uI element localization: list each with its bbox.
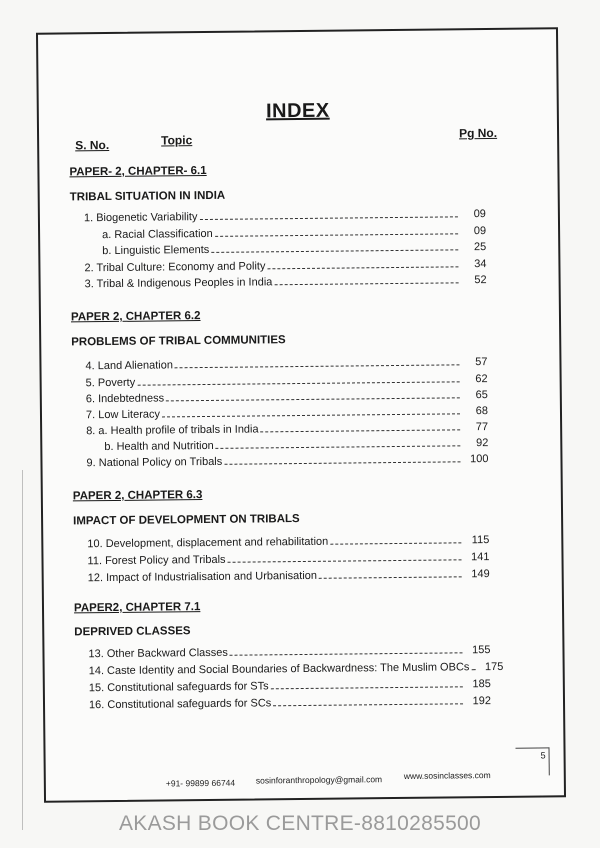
page-title: INDEX (265, 99, 330, 123)
document-page (36, 27, 566, 802)
footer-phone: +91- 99899 66744 (165, 777, 236, 789)
footer-email[interactable]: sosinforanthropology@gmail.com (255, 774, 383, 786)
index-entry[interactable]: 5. Poverty 62 (85, 373, 488, 390)
section-4-heading: DEPRIVED CLASSES (74, 625, 191, 639)
index-entry[interactable]: 2. Tribal Culture: Economy and Polity 34 (84, 258, 487, 275)
index-entry[interactable]: 13. Other Backward Classes 155 (88, 644, 491, 661)
index-entry[interactable]: 3. Tribal & Indigenous Peoples in India 52 (84, 274, 487, 291)
index-entry[interactable]: b. Linguistic Elements 25 (102, 241, 487, 258)
index-entry[interactable]: 15. Constitutional safeguards for STs 185 (88, 678, 491, 695)
index-entry[interactable]: b. Health and Nutrition 92 (104, 437, 489, 454)
section-4-paper: PAPER2, CHAPTER 7.1 (73, 601, 201, 615)
index-entry[interactable]: 9. National Policy on Tribals 100 (86, 453, 489, 470)
section-3-heading: IMPACT OF DEVELOPMENT ON TRIBALS (73, 513, 300, 528)
scan-edge-line (22, 470, 23, 830)
index-entry[interactable]: 11. Forest Policy and Tribals 141 (87, 551, 490, 568)
index-entry[interactable]: 14. Caste Identity and Social Boundaries of Backwardness: The Muslim OBCs 175 (88, 660, 504, 678)
index-entry[interactable]: 10. Development, displacement and rehabilitation 115 (87, 534, 490, 551)
index-entry[interactable]: 7. Low Literacy 68 (85, 405, 489, 422)
footer-website[interactable]: www.sosinclasses.com (403, 770, 491, 781)
section-3-paper: PAPER 2, CHAPTER 6.3 (72, 489, 203, 503)
index-entry[interactable]: 12. Impact of Industrialisation and Urbanisation 149 (87, 568, 490, 585)
section-2-heading: PROBLEMS OF TRIBAL COMMUNITIES (71, 334, 286, 349)
index-entry[interactable]: 4. Land Alienation 57 (85, 356, 488, 373)
section-2-paper: PAPER 2, CHAPTER 6.2 (70, 310, 201, 324)
index-entry[interactable]: 8. a. Health profile of tribals in India 77 (86, 421, 489, 438)
header-pgno: Pg No. (458, 125, 498, 141)
index-entry[interactable]: a. Racial Classification 09 (102, 225, 487, 242)
index-entry[interactable]: 16. Constitutional safeguards for SCs 192 (88, 695, 492, 712)
index-entry[interactable]: 1. Biogenetic Variability 09 (83, 208, 486, 225)
section-1-heading: TRIBAL SITUATION IN INDIA (69, 189, 226, 204)
watermark-text: AKASH BOOK CENTRE-8810285500 (118, 812, 482, 835)
index-entry[interactable]: 6. Indebtedness 65 (85, 389, 488, 406)
section-1-paper: PAPER- 2, CHAPTER- 6.1 (69, 164, 207, 179)
header-sno: S. No. (75, 137, 110, 153)
header-topic: Topic (161, 133, 193, 148)
page-number: 5 (515, 747, 549, 775)
